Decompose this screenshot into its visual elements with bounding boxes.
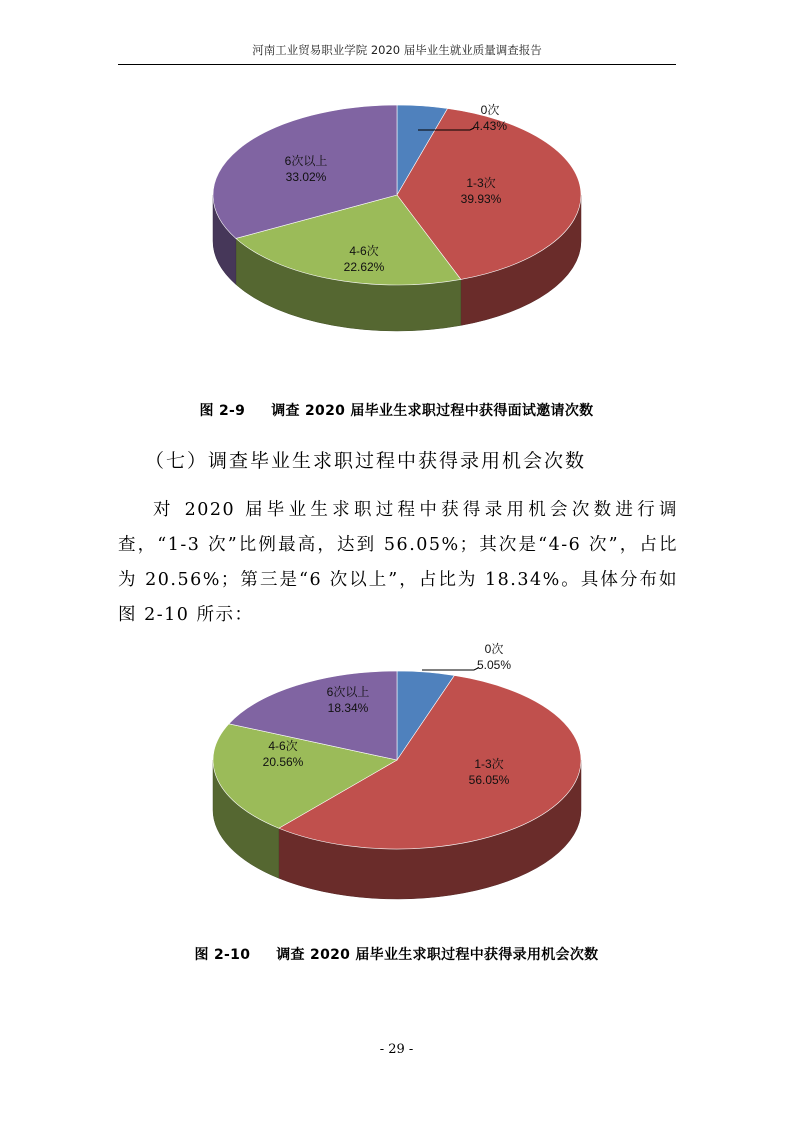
figure-number: 图 2-10: [194, 947, 251, 963]
figure-number: 图 2-9: [199, 403, 246, 419]
slice-category-label: 6次以上: [284, 154, 328, 168]
figure-title: 调查 2020 届毕业生求职过程中获得录用机会次数: [276, 947, 599, 963]
figure-caption-2-9: [0, 400, 793, 420]
pie-chart-interview-invitations: [0, 90, 793, 380]
pie-chart-svg-1: [0, 90, 793, 380]
slice-category-label: 4-6次: [268, 739, 298, 753]
slice-value-label: 56.05%: [468, 773, 510, 787]
slice-value-label: 20.56%: [262, 755, 304, 769]
slice-value-label: 33.02%: [285, 170, 327, 184]
pie-chart-job-offers: [0, 630, 793, 910]
figure-caption-2-10: [0, 944, 793, 964]
slice-category-label: 0次: [480, 103, 500, 117]
page-number: - 29 -: [379, 1042, 414, 1057]
slice-value-label: 4.43%: [472, 119, 508, 133]
slice-value-label: 18.34%: [327, 701, 369, 715]
slice-value-label: 5.05%: [476, 658, 512, 672]
slice-category-label: 1-3次: [466, 176, 496, 190]
body-paragraph: 对 2020 届毕业生求职过程中获得录用机会次数进行调查，“1-3 次”比例最高，达到 56.05%；其次是“4-6 次”，占比为 20.56%；第三是“6 次以上”，占比为 18.34%。具体分布如图 2-10 所示：: [118, 500, 678, 625]
label-leader-line: [422, 668, 478, 670]
pie-chart-svg-2: [0, 630, 793, 910]
slice-category-label: 0次: [484, 642, 504, 656]
figure-title: 调查 2020 届毕业生求职过程中获得面试邀请次数: [271, 403, 594, 419]
header-rule: [118, 64, 676, 65]
section-heading: （七）调查毕业生求职过程中获得录用机会次数: [145, 450, 587, 472]
slice-value-label: 22.62%: [343, 260, 385, 274]
page-header: 河南工业贸易职业学院 2020 届毕业生就业质量调查报告: [252, 43, 542, 57]
slice-category-label: 4-6次: [349, 244, 379, 258]
slice-value-label: 39.93%: [460, 192, 502, 206]
slice-category-label: 6次以上: [326, 685, 370, 699]
slice-category-label: 1-3次: [474, 757, 504, 771]
